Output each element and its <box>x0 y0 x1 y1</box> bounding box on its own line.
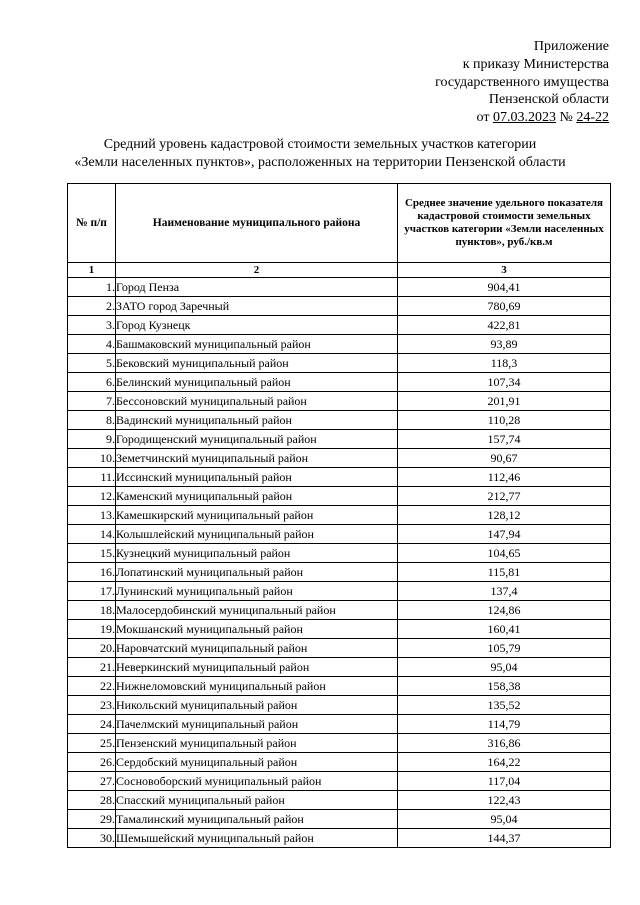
row-number: 29. <box>68 810 116 829</box>
order-number: 24-22 <box>576 110 609 126</box>
district-name: Белинский муниципальный район <box>116 373 398 392</box>
table-row <box>68 278 611 297</box>
row-number: 20. <box>68 639 116 658</box>
average-value: 135,52 <box>398 696 611 715</box>
district-name: Иссинский муниципальный район <box>116 468 398 487</box>
average-value: 117,04 <box>398 772 611 791</box>
average-value: 164,22 <box>398 753 611 772</box>
table-row <box>68 468 611 487</box>
average-value: 110,28 <box>398 411 611 430</box>
table-body <box>68 278 611 848</box>
table-row <box>68 449 611 468</box>
row-number: 6. <box>68 373 116 392</box>
row-number: 26. <box>68 753 116 772</box>
average-value: 160,41 <box>398 620 611 639</box>
table-row <box>68 829 611 848</box>
table-row <box>68 544 611 563</box>
table-row <box>68 373 611 392</box>
district-name: Мокшанский муниципальный район <box>116 620 398 639</box>
average-value: 201,91 <box>398 392 611 411</box>
district-name: Тамалинский муниципальный район <box>116 810 398 829</box>
appendix-line: Приложение <box>533 39 609 54</box>
table-row <box>68 506 611 525</box>
average-value: 144,37 <box>398 829 611 848</box>
title-line: «Земли населенных пунктов», расположенных на территории Пензенской области <box>74 155 566 170</box>
row-number: 30. <box>68 829 116 848</box>
district-name: Лунинский муниципальный район <box>116 582 398 601</box>
row-number: 5. <box>68 354 116 373</box>
district-name: Колышлейский муниципальный район <box>116 525 398 544</box>
district-name: Бессоновский муниципальный район <box>116 392 398 411</box>
row-number: 18. <box>68 601 116 620</box>
district-name: Сердобский муниципальный район <box>116 753 398 772</box>
average-value: 95,04 <box>398 810 611 829</box>
row-number: 11. <box>68 468 116 487</box>
average-value: 122,43 <box>398 791 611 810</box>
row-number: 22. <box>68 677 116 696</box>
district-name: Спасский муниципальный район <box>116 791 398 810</box>
table-row <box>68 696 611 715</box>
table-row <box>68 715 611 734</box>
district-name: Вадинский муниципальный район <box>116 411 398 430</box>
table-row <box>68 430 611 449</box>
average-value: 112,46 <box>398 468 611 487</box>
appendix-line: Пензенской области <box>488 92 609 108</box>
district-name: Сосновоборский муниципальный район <box>116 772 398 791</box>
row-number: 2. <box>68 297 116 316</box>
column-number: 1 <box>68 263 116 278</box>
district-name: Башмаковский муниципальный район <box>116 335 398 354</box>
header-average-value: Среднее значение удельного показателя кадастровой стоимости земельных участков категории «Земли населенных пунктов», руб./кв.м <box>398 184 611 263</box>
district-name: Наровчатский муниципальный район <box>116 639 398 658</box>
average-value: 147,94 <box>398 525 611 544</box>
row-number: 25. <box>68 734 116 753</box>
row-number: 15. <box>68 544 116 563</box>
district-name: Земетчинский муниципальный район <box>116 449 398 468</box>
district-name: Пачелмский муниципальный район <box>116 715 398 734</box>
table-row <box>68 677 611 696</box>
average-value: 114,79 <box>398 715 611 734</box>
document-title <box>0 136 640 172</box>
average-value: 316,86 <box>398 734 611 753</box>
row-number: 14. <box>68 525 116 544</box>
district-name: Кузнецкий муниципальный район <box>116 544 398 563</box>
average-value: 95,04 <box>398 658 611 677</box>
table-row <box>68 392 611 411</box>
table-row <box>68 354 611 373</box>
district-name: Каменский муниципальный район <box>116 487 398 506</box>
row-number: 4. <box>68 335 116 354</box>
row-number: 21. <box>68 658 116 677</box>
row-number: 10. <box>68 449 116 468</box>
average-value: 158,38 <box>398 677 611 696</box>
table-row <box>68 601 611 620</box>
average-value: 157,74 <box>398 430 611 449</box>
table-row <box>68 487 611 506</box>
table-row <box>68 335 611 354</box>
district-name: Малосердобинский муниципальный район <box>116 601 398 620</box>
row-number: 9. <box>68 430 116 449</box>
row-number: 24. <box>68 715 116 734</box>
average-value: 904,41 <box>398 278 611 297</box>
cadastral-value-table <box>67 183 611 848</box>
table-row <box>68 772 611 791</box>
row-number: 3. <box>68 316 116 335</box>
average-value: 115,81 <box>398 563 611 582</box>
table-row <box>68 734 611 753</box>
order-prefix: от <box>476 110 490 126</box>
average-value: 780,69 <box>398 297 611 316</box>
table-row <box>68 658 611 677</box>
average-value: 93,89 <box>398 335 611 354</box>
district-name: Пензенский муниципальный район <box>116 734 398 753</box>
district-name: Камешкирский муниципальный район <box>116 506 398 525</box>
table-row <box>68 525 611 544</box>
appendix-line: государственного имущества <box>435 74 609 90</box>
average-value: 422,81 <box>398 316 611 335</box>
district-name: Шемышейский муниципальный район <box>116 829 398 848</box>
district-name: Лопатинский муниципальный район <box>116 563 398 582</box>
column-number: 2 <box>116 263 398 278</box>
district-name: Город Кузнецк <box>116 316 398 335</box>
title-line: Средний уровень кадастровой стоимости земельных участков категории <box>103 137 537 152</box>
table-row <box>68 639 611 658</box>
table-row <box>68 810 611 829</box>
row-number: 27. <box>68 772 116 791</box>
appendix-header <box>435 38 609 127</box>
average-value: 137,4 <box>398 582 611 601</box>
average-value: 107,34 <box>398 373 611 392</box>
row-number: 23. <box>68 696 116 715</box>
table-row <box>68 791 611 810</box>
row-number: 28. <box>68 791 116 810</box>
district-name: Бековский муниципальный район <box>116 354 398 373</box>
row-number: 12. <box>68 487 116 506</box>
average-value: 128,12 <box>398 506 611 525</box>
table-row <box>68 620 611 639</box>
header-district-name: Наименование муниципального района <box>116 184 398 263</box>
table-row <box>68 411 611 430</box>
table-row <box>68 316 611 335</box>
table-header-row <box>68 184 611 263</box>
order-reference <box>435 109 609 127</box>
average-value: 104,65 <box>398 544 611 563</box>
row-number: 13. <box>68 506 116 525</box>
district-name: Нижнеломовский муниципальный район <box>116 677 398 696</box>
appendix-line: к приказу Министерства <box>462 56 609 72</box>
column-number-row <box>68 263 611 278</box>
table-row <box>68 582 611 601</box>
table-row <box>68 563 611 582</box>
district-name: Город Пенза <box>116 278 398 297</box>
row-number: 16. <box>68 563 116 582</box>
average-value: 118,3 <box>398 354 611 373</box>
district-name: Городищенский муниципальный район <box>116 430 398 449</box>
row-number: 17. <box>68 582 116 601</box>
order-date: 07.03.2023 <box>492 110 556 126</box>
district-name: ЗАТО город Заречный <box>116 297 398 316</box>
district-name: Неверкинский муниципальный район <box>116 658 398 677</box>
column-number: 3 <box>398 263 611 278</box>
table-row <box>68 297 611 316</box>
row-number: 19. <box>68 620 116 639</box>
table-row <box>68 753 611 772</box>
average-value: 124,86 <box>398 601 611 620</box>
average-value: 212,77 <box>398 487 611 506</box>
order-number-sign: № <box>559 110 573 126</box>
average-value: 90,67 <box>398 449 611 468</box>
district-name: Никольский муниципальный район <box>116 696 398 715</box>
row-number: 1. <box>68 278 116 297</box>
header-row-number: № п/п <box>68 184 116 263</box>
row-number: 7. <box>68 392 116 411</box>
row-number: 8. <box>68 411 116 430</box>
average-value: 105,79 <box>398 639 611 658</box>
